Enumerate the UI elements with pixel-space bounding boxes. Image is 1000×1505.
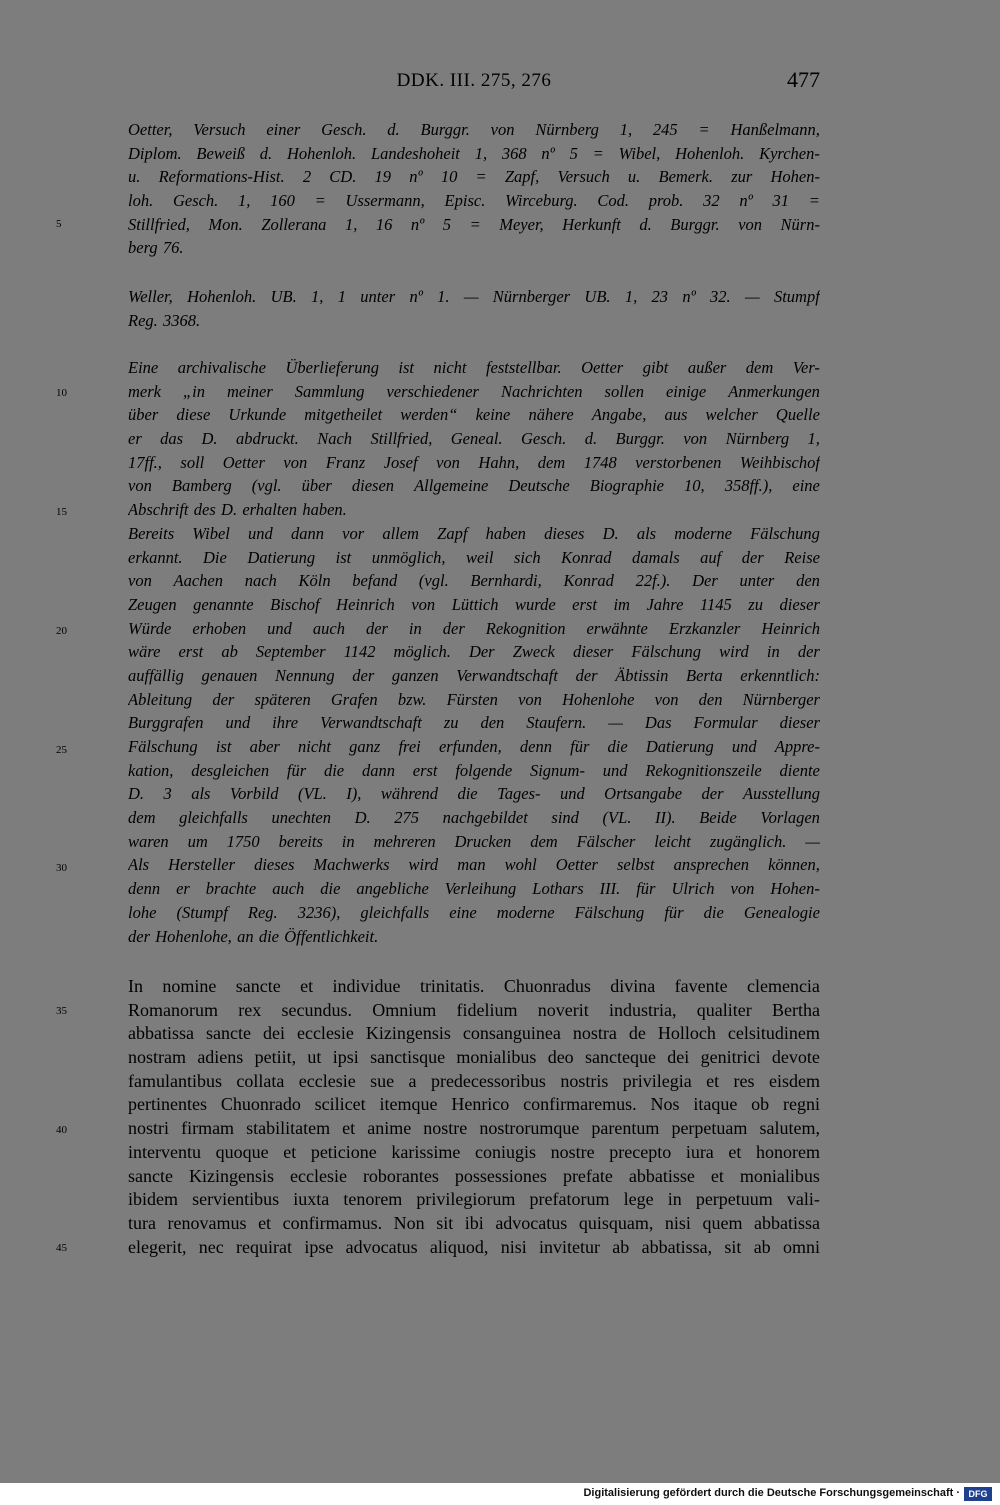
text-line: auffällig genauen Nennung der ganzen Verwandtschaft der Äbtissin Berta erkenntlich: <box>128 665 820 685</box>
text-line: In nomine sancte et individue trinitatis. Chuonradus divina favente clemencia <box>128 976 820 996</box>
text-line: Romanorum rex secundus. Omnium fidelium noverit industria, qualiter Bertha <box>128 999 820 1020</box>
text-line: tura renovamus et confirmamus. Non sit ibi advocatus quisquam, nisi quem abbatissa <box>128 1212 820 1233</box>
text-line: berg 76. <box>128 238 184 258</box>
text-line: Ableitung der späteren Grafen bzw. Fürsten von Hohenlohe von den Nürnberger <box>128 689 820 709</box>
text-line: merk „in meiner Sammlung verschiedener Nachrichten sollen einige Anmerkungen <box>128 381 820 401</box>
text-line: kation, desgleichen für die dann erst folgende Signum- und Rekognitionszeile diente <box>128 760 820 780</box>
text-block-charter-text <box>128 975 820 1259</box>
text-line: nostri firmam stabilitatem et anime nostre nostrorumque parentum perpetuam salutem, <box>128 1118 820 1139</box>
text-line: dem gleichfalls unechten D. 275 nachgebildet sind (VL. II). Beide Vorlagen <box>128 808 820 828</box>
text-block-references <box>128 285 820 332</box>
margin-line-number: 5 <box>56 218 62 230</box>
text-block-commentary <box>128 356 820 948</box>
dfg-logo: DFG <box>964 1487 992 1501</box>
text-line: lohe (Stumpf Reg. 3236), gleichfalls eine moderne Fälschung für die Genealogie <box>128 902 820 922</box>
text-line: erkannt. Die Datierung ist unmöglich, weil sich Konrad damals auf der Reise <box>128 547 820 567</box>
text-line: D. 3 als Vorbild (VL. I), während die Tages- und Ortsangabe der Ausstellung <box>128 784 820 804</box>
footer-credit: Digitalisierung gefördert durch die Deutsche Forschungsgemeinschaft · <box>583 1487 960 1499</box>
text-line: ibidem servientibus iuxta tenorem privilegiorum prefatorum lege in perpetuum vali- <box>128 1189 820 1210</box>
margin-line-number: 15 <box>56 506 67 518</box>
text-line: nostram adiens petiit, ut ipsi sanctisque monialibus deo sancteque dei genitrici devote <box>128 1047 820 1068</box>
text-line: wäre erst ab September 1142 möglich. Der Zweck dieser Fälschung wird in der <box>128 642 820 662</box>
text-line: abbatissa sancte dei ecclesie Kizingensis consanguinea nostra de Holloch celsitudinem <box>128 1023 820 1044</box>
text-line: u. Reformations-Hist. 2 CD. 19 nº 10 = Zapf, Versuch u. Bemerk. zur Hohen- <box>128 167 820 187</box>
text-line: Eine archivalische Überlieferung ist nicht feststellbar. Oetter gibt außer dem Ver- <box>128 358 820 377</box>
page-number: 477 <box>787 67 820 92</box>
text-line: über diese Urkunde mitgetheilet werden“ keine nähere Angabe, aus welcher Quelle <box>128 405 820 425</box>
text-line: waren um 1750 bereits in mehreren Drucken dem Fälscher leicht zugänglich. — <box>128 831 820 851</box>
text-line: famulantibus collata ecclesie sue a predecessoribus nostris privilegia et res eisdem <box>128 1070 820 1091</box>
text-line: 17ff., soll Oetter von Franz Josef von Hahn, dem 1748 verstorbenen Weihbischof <box>128 452 820 472</box>
margin-line-number: 35 <box>56 1005 67 1017</box>
text-line: Fälschung ist aber nicht ganz frei erfunden, denn für die Datierung und Appre- <box>128 737 820 756</box>
text-line: loh. Gesch. 1, 160 = Ussermann, Episc. Wirceburg. Cod. prob. 32 nº 31 = <box>128 191 820 211</box>
text-line: von Aachen nach Köln befand (vgl. Bernhardi, Konrad 22f.). Der unter den <box>128 571 820 591</box>
text-line: Burggrafen und ihre Verwandtschaft zu den Staufern. — Das Formular dieser <box>128 713 820 733</box>
text-line: Oetter, Versuch einer Gesch. d. Burggr. von Nürnberg 1, 245 = Hanßelmann, <box>128 120 820 139</box>
footer-bar <box>0 1483 1000 1505</box>
text-line: Als Hersteller dieses Machwerks wird man wohl Oetter selbst ansprechen können, <box>128 855 820 875</box>
text-line: Bereits Wibel und dann vor allem Zapf haben dieses D. als moderne Fälschung <box>128 523 820 543</box>
text-line: der Hohenlohe, an die Öffentlichkeit. <box>128 926 379 946</box>
running-header <box>128 67 820 98</box>
text-line: interventu quoque et peticione karissime coniugis nostre precepto iura et honorem <box>128 1141 820 1162</box>
text-line: elegerit, nec requirat ipse advocatus aliquod, nisi invitetur ab abbatissa, sit ab omni <box>128 1236 820 1257</box>
text-line: sancte Kizingensis ecclesie roborantes possessiones prefate abbatisse et monialibus <box>128 1165 820 1186</box>
margin-line-number: 30 <box>56 862 67 874</box>
text-line: Abschrift des D. erhalten haben. <box>128 500 347 520</box>
text-line: Diplom. Beweiß d. Hohenloh. Landeshoheit 1, 368 nº 5 = Wibel, Hohenloh. Kyrchen- <box>128 143 820 163</box>
text-line: denn er brachte auch die angebliche Verleihung Lothars III. für Ulrich von Hohen- <box>128 879 820 899</box>
margin-line-number: 45 <box>56 1242 67 1254</box>
margin-line-number: 10 <box>56 387 67 399</box>
text-line: Weller, Hohenloh. UB. 1, 1 unter nº 1. — Nürnberger UB. 1, 23 nº 32. — Stumpf <box>128 287 820 306</box>
margin-line-number: 40 <box>56 1124 67 1136</box>
text-line: Stillfried, Mon. Zollerana 1, 16 nº 5 = Meyer, Herkunft d. Burggr. von Nürn- <box>128 214 820 234</box>
text-block-sources <box>128 118 820 260</box>
margin-line-number: 25 <box>56 744 67 756</box>
text-line: Zeugen genannte Bischof Heinrich von Lüttich wurde erst im Jahre 1145 zu dieser <box>128 594 820 614</box>
text-line: Würde erhoben und auch der in der Rekognition erwähnte Erzkanzler Heinrich <box>128 618 820 638</box>
header-title: DDK. III. 275, 276 <box>396 70 552 91</box>
text-line: von Bamberg (vgl. über diesen Allgemeine Deutsche Biographie 10, 358ff.), eine <box>128 476 820 496</box>
text-line: Reg. 3368. <box>128 310 201 330</box>
text-line: er das D. abdruckt. Nach Stillfried, Geneal. Gesch. d. Burggr. von Nürnberg 1, <box>128 429 820 449</box>
text-line: pertinentes Chuonrado scilicet itemque Henrico confirmaremus. Nos itaque ob regni <box>128 1094 820 1115</box>
margin-line-number: 20 <box>56 625 67 637</box>
